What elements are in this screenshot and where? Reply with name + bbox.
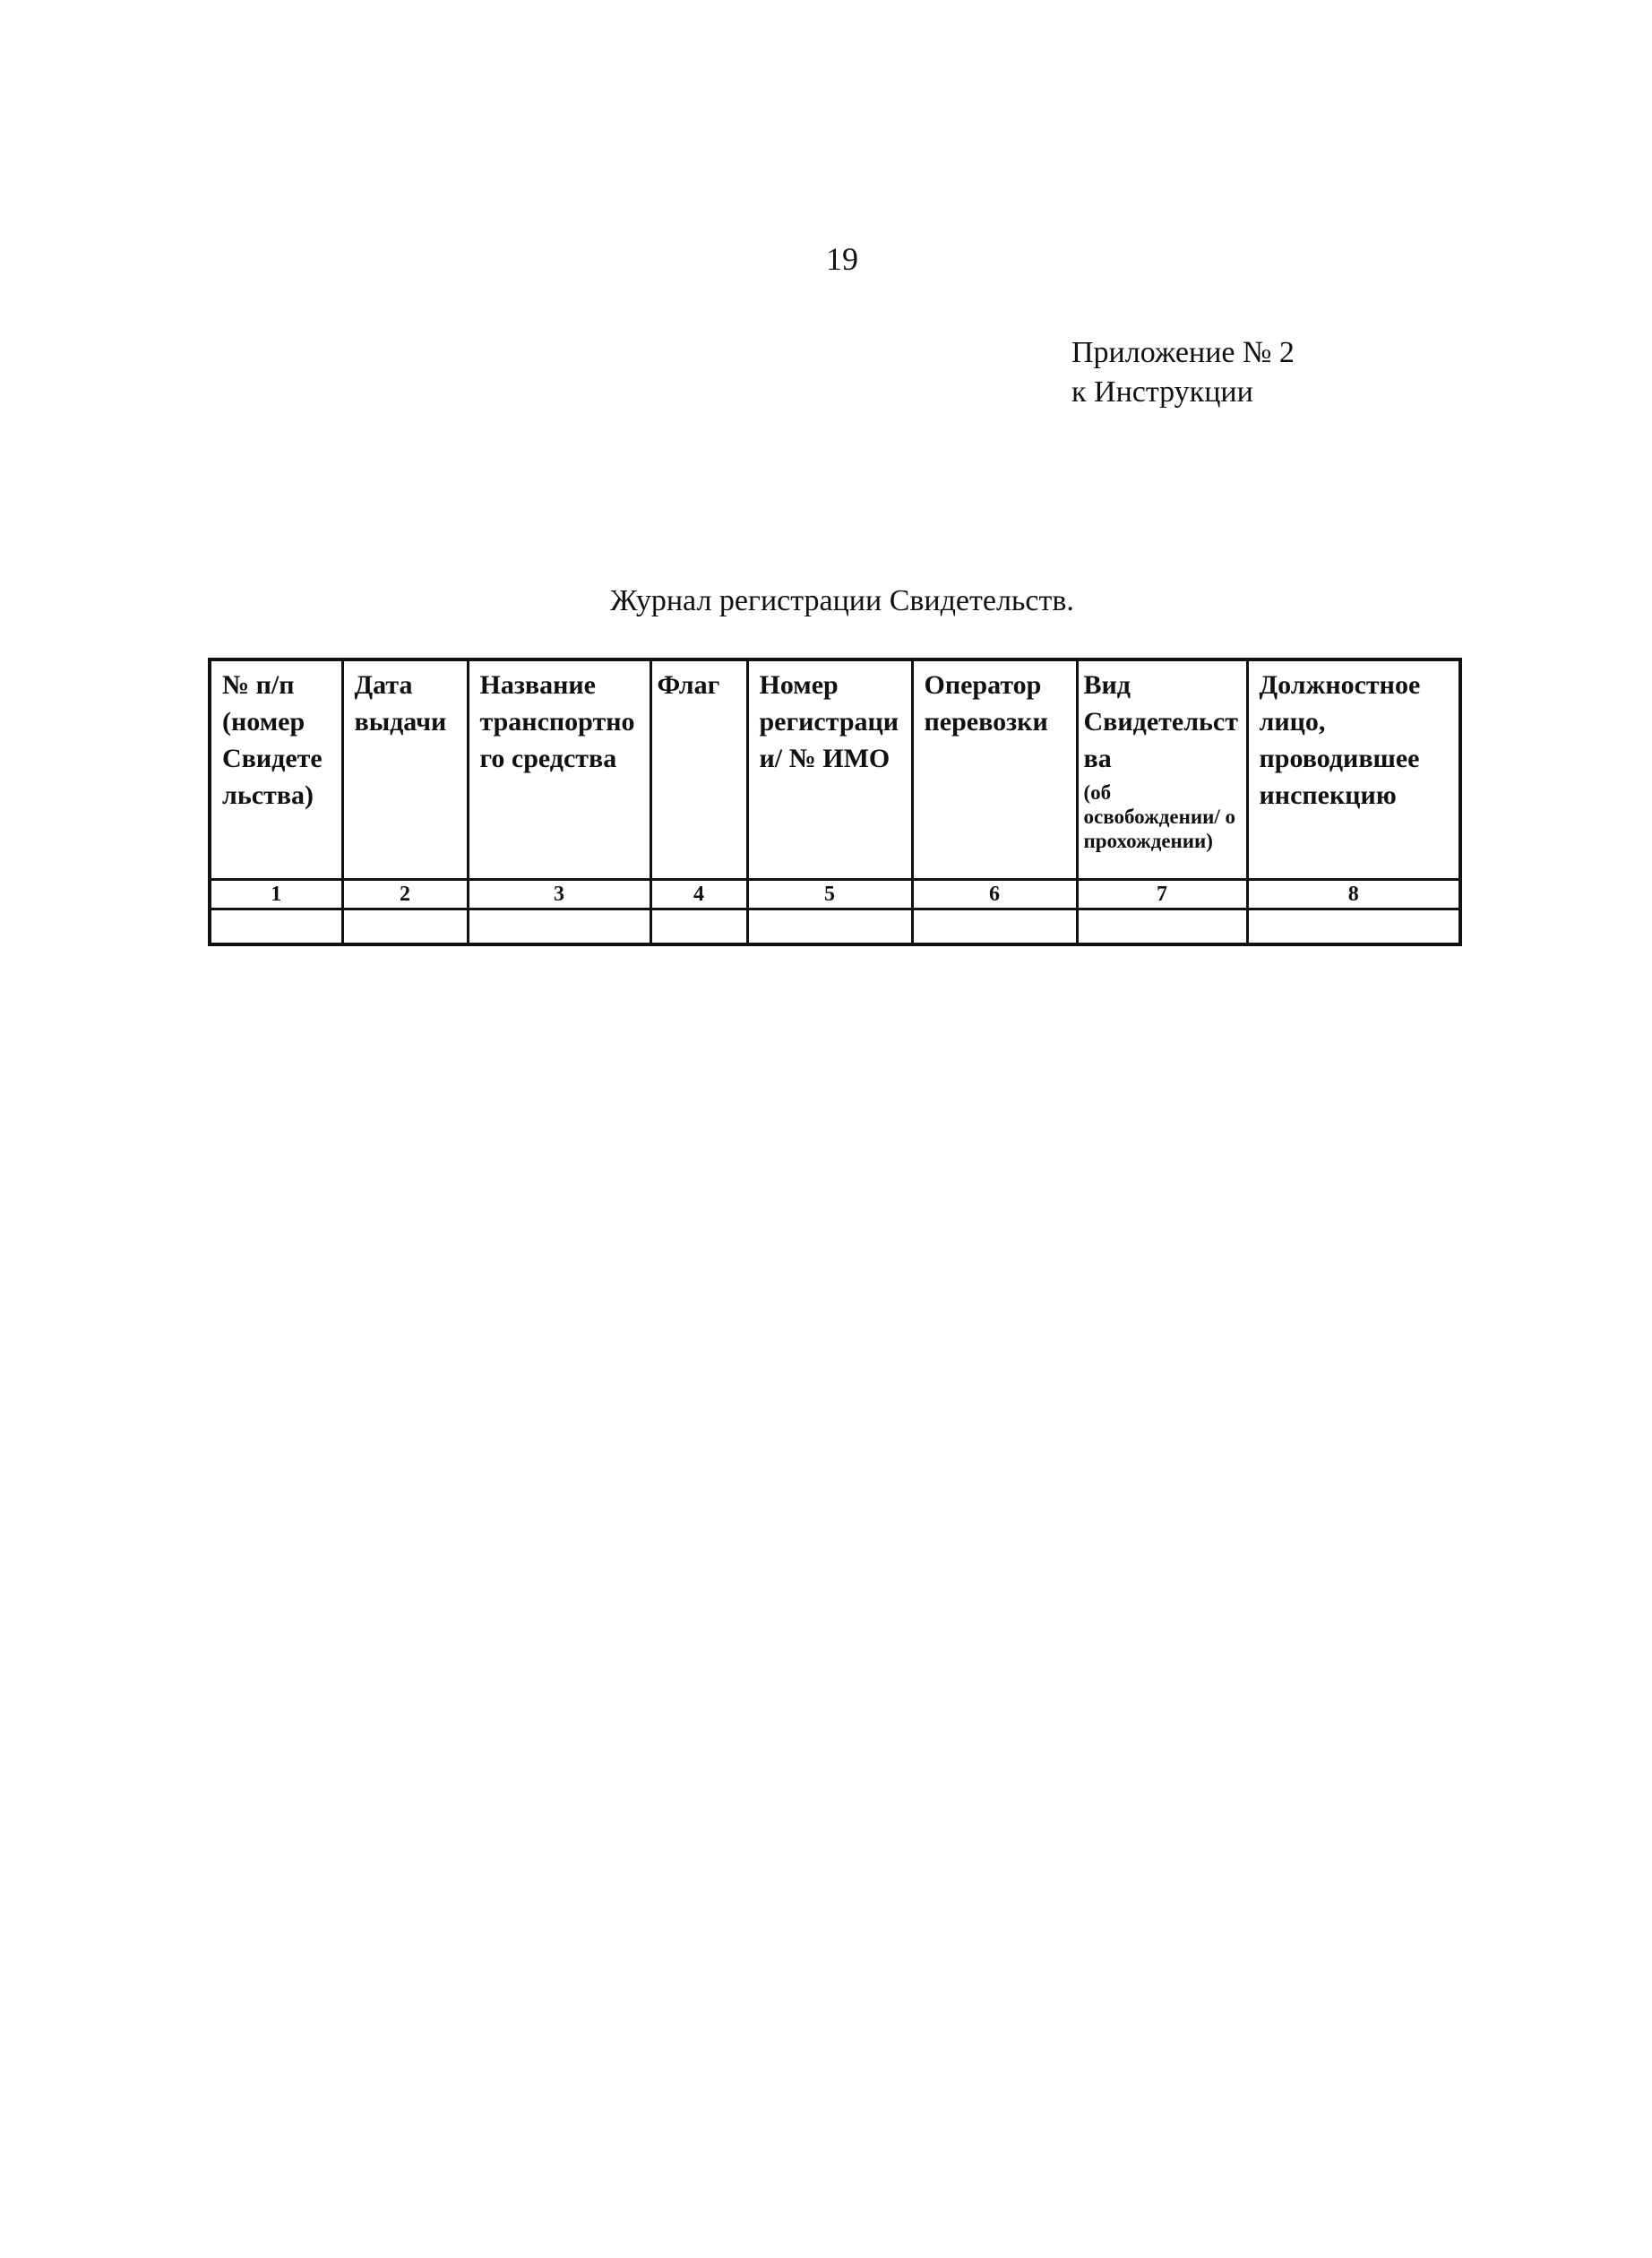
column-number: 4	[650, 880, 747, 909]
appendix-note	[1071, 333, 1295, 412]
header-cell-operator: Оператор перевозки	[912, 659, 1077, 880]
column-number: 5	[747, 880, 912, 909]
page-number: 19	[826, 241, 858, 277]
column-number-row	[210, 880, 1460, 909]
header-cell-number: № п/п (номер Свидетельства)	[210, 659, 342, 880]
column-number: 2	[342, 880, 468, 909]
header-cell-certificate-type	[1077, 659, 1247, 880]
empty-cell	[342, 909, 468, 945]
table-header-row	[210, 659, 1460, 880]
header-cell-registration-imo: Номер регистрации/ № ИМО	[747, 659, 912, 880]
empty-cell	[912, 909, 1077, 945]
empty-cell	[747, 909, 912, 945]
column-number: 1	[210, 880, 342, 909]
empty-cell	[1247, 909, 1460, 945]
column-number: 6	[912, 880, 1077, 909]
document-title: Журнал регистрации Свидетельств.	[610, 584, 1074, 617]
appendix-line-1: Приложение № 2	[1071, 336, 1295, 369]
column-number: 3	[468, 880, 650, 909]
empty-cell	[468, 909, 650, 945]
registration-journal-table	[208, 658, 1462, 946]
appendix-line-2: к Инструкции	[1071, 375, 1253, 409]
header-cell-certificate-type-note: (об освобождении/ о прохождении)	[1083, 781, 1236, 852]
column-number: 8	[1247, 880, 1460, 909]
header-cell-flag: Флаг	[650, 659, 747, 880]
header-cell-official: Должностное лицо, проводившее инспекцию	[1247, 659, 1460, 880]
column-number: 7	[1077, 880, 1247, 909]
header-cell-issue-date: Дата выдачи	[342, 659, 468, 880]
header-cell-vehicle-name: Название транспортного средства	[468, 659, 650, 880]
empty-cell	[210, 909, 342, 945]
header-cell-certificate-type-label: Вид Свидетельства	[1083, 670, 1238, 773]
empty-cell	[1077, 909, 1247, 945]
empty-cell	[650, 909, 747, 945]
table-row	[210, 909, 1460, 945]
